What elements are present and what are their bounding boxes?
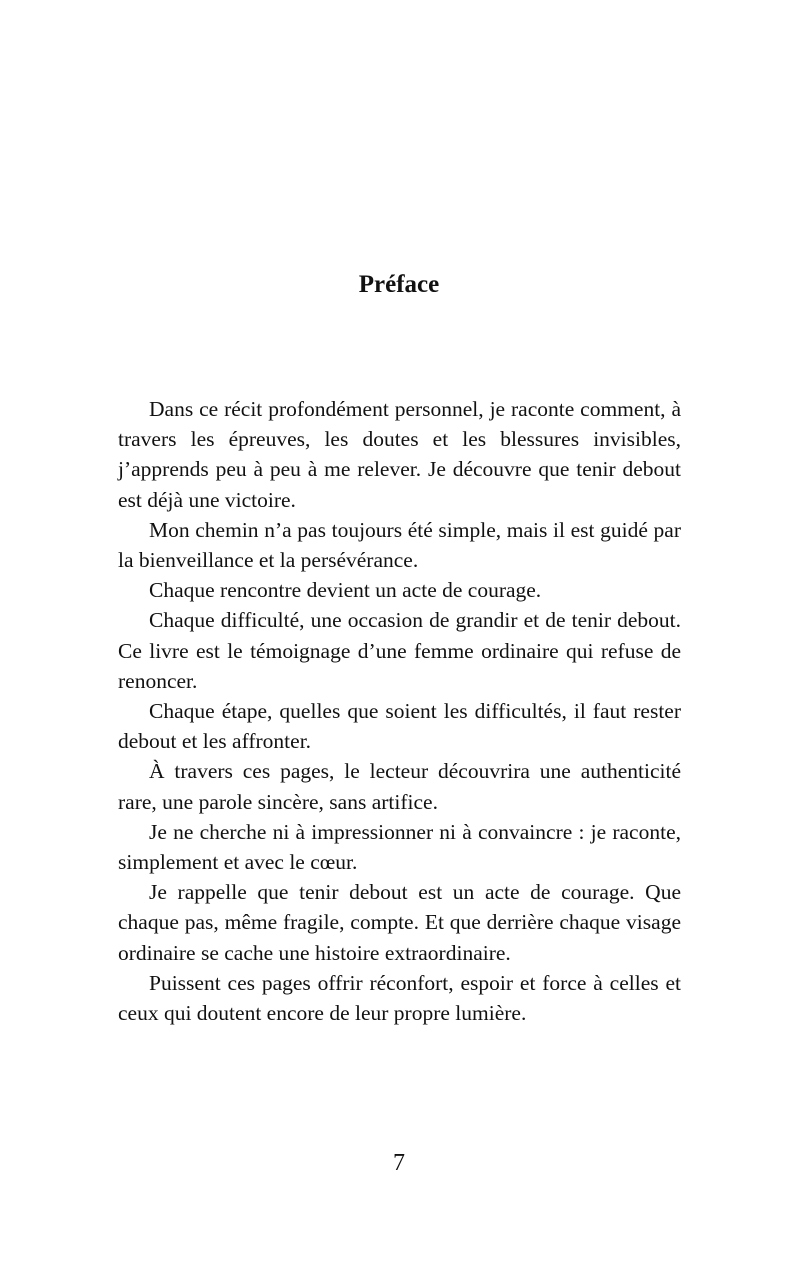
paragraph: Puissent ces pages offrir réconfort, espoir et force à celles et ceux qui doutent encore de leur propre lumière.: [118, 970, 681, 1026]
paragraph: Dans ce récit profondément personnel, je raconte comment, à travers les épreuves, les doutes et les blessures invisibles, j’apprends peu à peu à me relever. Je découvre que tenir debout est déjà une victoire.: [118, 397, 681, 512]
paragraph: Mon chemin n’a pas toujours été simple, mais il est guidé par la bienveillance et la persévérance.: [118, 517, 681, 573]
paragraph: Je ne cherche ni à impressionner ni à convaincre : je raconte, simplement et avec le cœur.: [118, 819, 681, 875]
preface-body: [118, 394, 681, 1028]
paragraph: À travers ces pages, le lecteur découvrira une authenticité rare, une parole sincère, sans artifice.: [118, 759, 681, 814]
paragraph: Je rappelle que tenir debout est un acte de courage. Que chaque pas, même fragile, compte. Et que derrière chaque visage ordinaire se cache une histoire extraordinaire.: [118, 880, 681, 965]
page-number: 7: [393, 1150, 405, 1176]
page-title: Préface: [358, 271, 440, 298]
paragraph: Chaque étape, quelles que soient les difficultés, il faut rester debout et les affronter.: [118, 699, 681, 754]
paragraph: Chaque difficulté, une occasion de grandir et de tenir debout. Ce livre est le témoignage d’une femme ordinaire qui refuse de renoncer.: [118, 608, 681, 693]
paragraph: Chaque rencontre devient un acte de courage.: [149, 578, 542, 603]
